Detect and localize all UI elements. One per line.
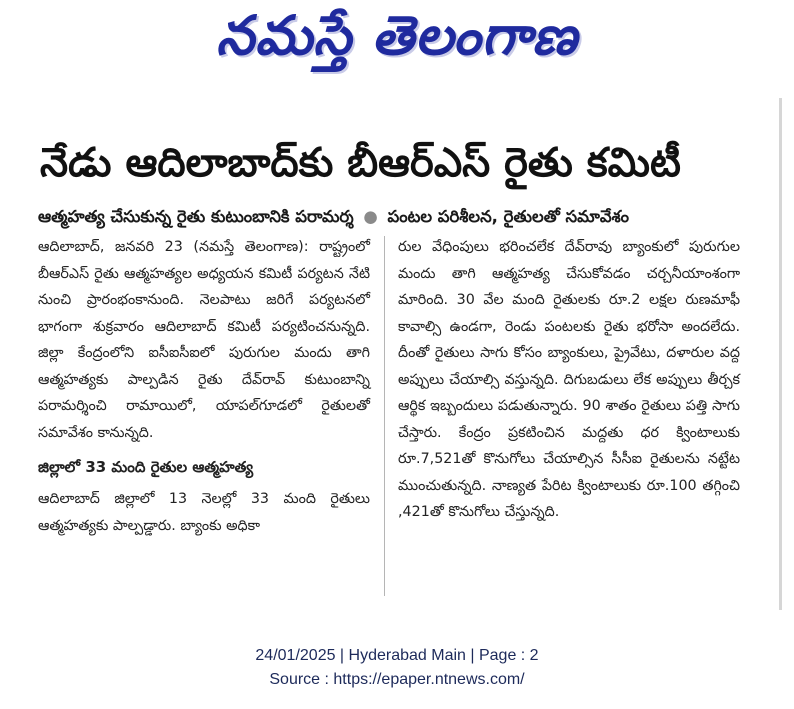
article-paragraph: ఆదిలాబాద్ జిల్లాలో 13 నెలల్లో 33 మంది రైతులు ఆత్మహత్యకు పాల్పడ్డారు. బ్యాంకు అధికా bbox=[38, 491, 370, 534]
subheading-part-1: ఆత్మహత్య చేసుకున్న రైతు కుటుంబానికి పరామర్శ bbox=[38, 207, 354, 226]
footer-date-edition: 24/01/2025 | Hyderabad Main | Page : 2 bbox=[255, 647, 539, 664]
subheading-part-2: పంటల పరిశీలన, రైతులతో సమావేశం bbox=[387, 207, 630, 226]
article-headline: నేడు ఆదిలాబాద్‌కు బీఆర్‌ఎస్ రైతు కమిటీ bbox=[40, 140, 681, 186]
footer-source-link[interactable]: Source : https://epaper.ntnews.com/ bbox=[269, 671, 525, 688]
article-paragraph: ఆదిలాబాద్, జనవరి 23 (నమస్తే తెలంగాణ): రాష్ట్రంలో బీఆర్‌ఎస్ రైతు ఆత్మహత్యల అధ్యయన కమిటీ పర్యటన నేటి నుంచి ప్రారంభంకానుంది. నెలపాటు జరిగే పర్యటనలో భాగంగా శుక్రవారం ఆదిలాబాద్ కమిటీ పర్యటించనున్నది. జిల్లా కేంద్రంలోని ఐసీఐసీఐలో పురుగుల మందు తాగి ఆత్మహత్యకు పాల్పడిన రైతు దేవ్‌రావ్ కుటుంబాన్ని పరామర్శించి రామాయిలో, యాపల్‌గూడలో రైతులతో సమావేశం కానున్నది. bbox=[38, 239, 370, 441]
column-divider bbox=[384, 236, 385, 596]
article-subheading bbox=[38, 202, 758, 232]
clipping-edge bbox=[779, 98, 782, 610]
subsection-title: జిల్లాలో 33 మంది రైతుల ఆత్మహత్య bbox=[38, 458, 254, 476]
newspaper-logo-title: నమస్తే తెలంగాణ bbox=[216, 4, 578, 67]
article-paragraph: రుల వేధింపులు భరించలేక దేవ్‌రావు బ్యాంకులో పురుగుల మందు తాగి ఆత్మహత్య చేసుకోవడం చర్చనీయాంశంగా మారింది. 30 వేల మంది రైతులకు రూ.2 లక్షల రుణమాఫీ కావాల్సి ఉండగా, రెండు పంటలకు రైతు భరోసా అందలేదు. దీంతో రైతులు సాగు కోసం బ్యాంకులు, ప్రైవేటు, దళారుల వద్ద అప్పులు చేయాల్సి వస్తున్నది. దిగుబడులు లేక అప్పులు తీర్చక ఆర్థిక ఇబ్బందులు పడుతున్నారు. 90 శాతం రైతులు పత్తి సాగు చేస్తారు. కేంద్రం ప్రకటించిన మద్దతు ధర క్వింటాలుకు రూ.7,521తో కొనుగోలు చేయాల్సిన సీసీఐ రైతులను నట్టేట ముంచుతున్నది. నాణ్యత పేరిట క్వింటాలుకు రూ.100 తగ్గించి ,421తో కొనుగోలు చేస్తున్నది. bbox=[398, 239, 740, 520]
article-column-right bbox=[398, 234, 740, 526]
masthead bbox=[0, 0, 794, 95]
bullet-separator: ● bbox=[363, 207, 378, 226]
page-footer bbox=[0, 644, 794, 692]
article-column-left bbox=[38, 234, 370, 539]
